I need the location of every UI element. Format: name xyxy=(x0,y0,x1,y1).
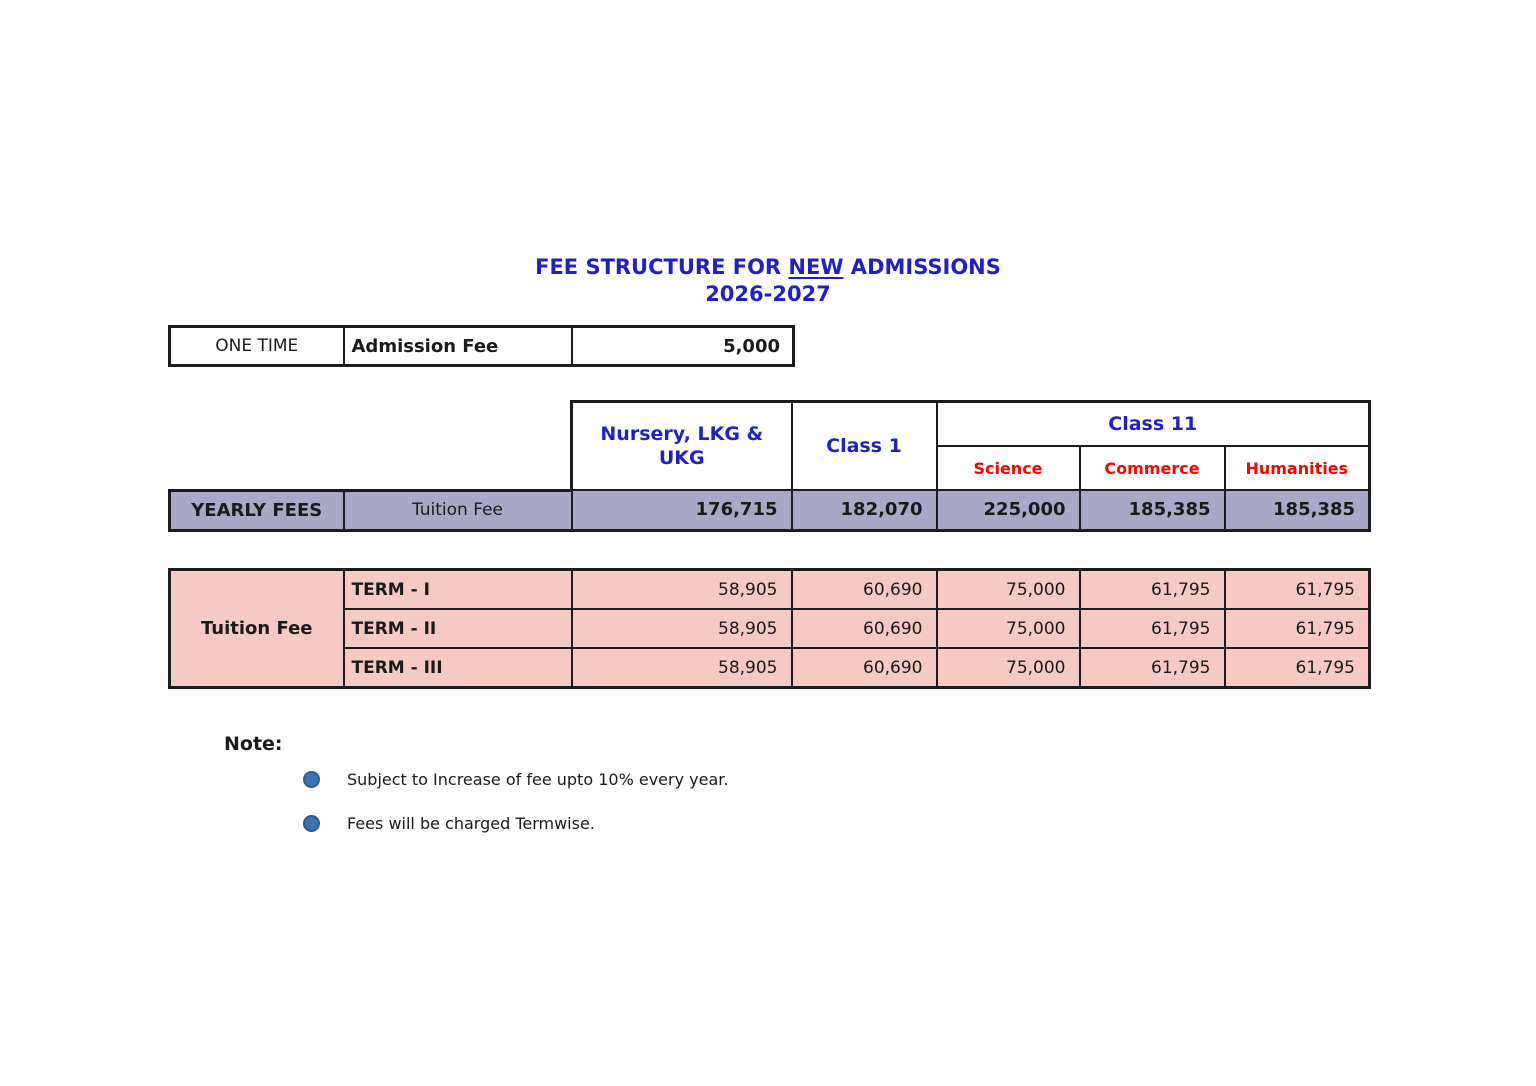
yearly-fees-table xyxy=(168,400,1371,532)
header-science: Science xyxy=(937,446,1080,490)
term-group-label: Tuition Fee xyxy=(170,570,344,688)
note-item xyxy=(303,814,595,833)
term2-value-commerce: 61,795 xyxy=(1080,609,1225,648)
note-text: Fees will be charged Termwise. xyxy=(347,814,595,833)
term2-value-humanities: 61,795 xyxy=(1225,609,1370,648)
page-title-line1 xyxy=(0,254,1536,281)
class-header-row xyxy=(170,402,1370,447)
admission-fee-value: 5,000 xyxy=(572,327,794,366)
page-title-year: 2026-2027 xyxy=(705,282,831,306)
note-text: Subject to Increase of fee upto 10% every year. xyxy=(347,770,729,789)
term2-value-nursery: 58,905 xyxy=(572,609,792,648)
yearly-fees-label: YEARLY FEES xyxy=(170,490,344,530)
termwise-fees-table xyxy=(168,568,1371,689)
header-commerce: Commerce xyxy=(1080,446,1225,490)
title-underlined-word: NEW xyxy=(788,255,844,279)
term3-value-science: 75,000 xyxy=(937,648,1080,688)
term3-value-class1: 60,690 xyxy=(792,648,937,688)
yearly-value-commerce: 185,385 xyxy=(1080,490,1225,530)
header-class11: Class 11 xyxy=(937,402,1370,447)
bullet-icon xyxy=(303,771,320,788)
term3-value-nursery: 58,905 xyxy=(572,648,792,688)
yearly-value-science: 225,000 xyxy=(937,490,1080,530)
note-heading: Note: xyxy=(224,733,283,755)
one-time-label: ONE TIME xyxy=(170,327,344,366)
term-row-2 xyxy=(170,609,1370,648)
header-humanities: Humanities xyxy=(1225,446,1370,490)
term1-value-science: 75,000 xyxy=(937,570,1080,610)
term-row-3 xyxy=(170,648,1370,688)
term1-value-humanities: 61,795 xyxy=(1225,570,1370,610)
term2-value-science: 75,000 xyxy=(937,609,1080,648)
term1-value-class1: 60,690 xyxy=(792,570,937,610)
one-time-fee-table xyxy=(168,325,795,367)
yearly-fees-row xyxy=(170,490,1370,530)
term3-label: TERM - III xyxy=(344,648,572,688)
term1-value-nursery: 58,905 xyxy=(572,570,792,610)
term2-label: TERM - II xyxy=(344,609,572,648)
page-title xyxy=(0,254,1536,308)
term1-label: TERM - I xyxy=(344,570,572,610)
yearly-value-humanities: 185,385 xyxy=(1225,490,1370,530)
note-item xyxy=(303,770,728,789)
header-nursery: Nursery, LKG & UKG xyxy=(572,402,792,491)
yearly-value-class1: 182,070 xyxy=(792,490,937,530)
title-suffix: ADMISSIONS xyxy=(843,255,1001,279)
one-time-row xyxy=(170,327,794,366)
term1-value-commerce: 61,795 xyxy=(1080,570,1225,610)
term3-value-commerce: 61,795 xyxy=(1080,648,1225,688)
term-row-1 xyxy=(170,570,1370,610)
admission-fee-label: Admission Fee xyxy=(344,327,572,366)
title-prefix: FEE STRUCTURE FOR xyxy=(535,255,789,279)
yearly-tuition-fee-label: Tuition Fee xyxy=(344,490,572,530)
header-class1: Class 1 xyxy=(792,402,937,491)
bullet-icon xyxy=(303,815,320,832)
header-spacer xyxy=(170,402,572,491)
yearly-value-nursery: 176,715 xyxy=(572,490,792,530)
term3-value-humanities: 61,795 xyxy=(1225,648,1370,688)
term2-value-class1: 60,690 xyxy=(792,609,937,648)
